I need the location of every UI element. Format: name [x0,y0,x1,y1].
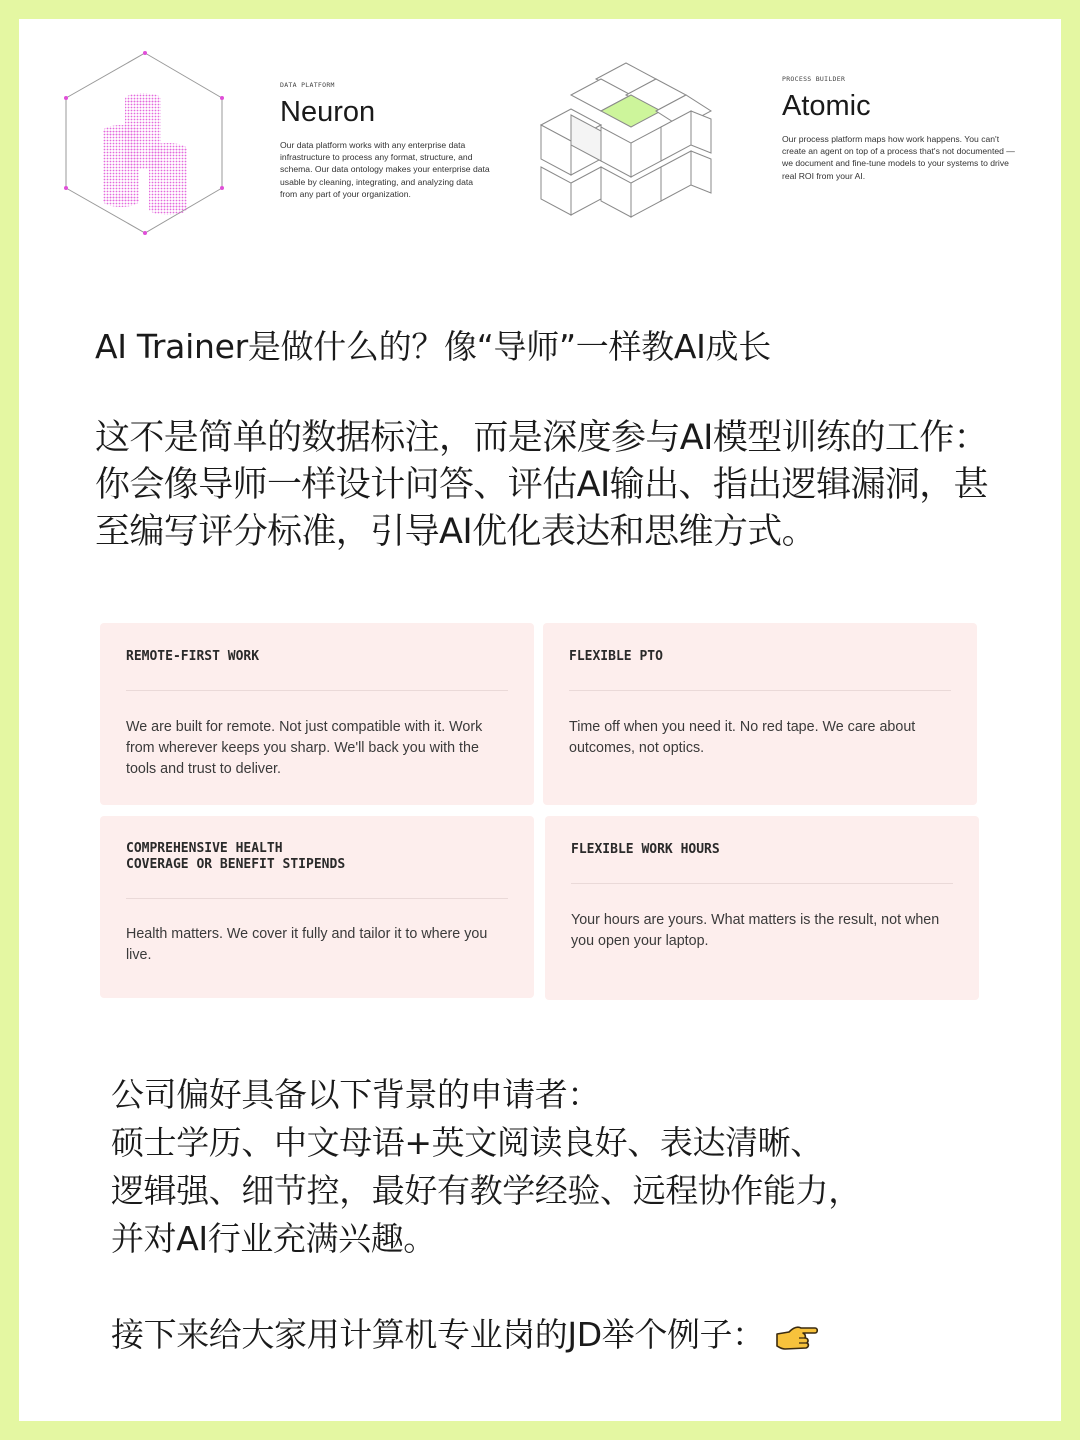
product-description: Our process platform maps how work happens. You can't create an agent on top of a process that's not documented — we document and fine-tune models to your systems to drive real ROI from your AI. [782,133,1015,181]
pointing-right-hand-icon [775,1322,819,1352]
benefit-title: FLEXIBLE PTO [569,649,663,664]
benefit-card-remote [100,623,534,805]
benefit-title: FLEXIBLE WORK HOURS [571,842,720,857]
benefit-divider [571,883,953,884]
benefit-text: Health matters. We cover it fully and tailor it to where you live. [126,926,488,963]
product-eyebrow: PROCESS BUILDER [782,75,846,83]
intro-paragraph: 这不是简单的数据标注，而是深度参与AI模型训练的工作：你会像导师一样设计问答、评估AI输出、指出逻辑漏洞，甚至编写评分标准，引导AI优化表达和思维方式。 [95,418,989,552]
neuron-cylinders-illustration [55,49,235,239]
benefit-card-hours [545,816,979,1000]
benefit-text: Time off when you need it. No red tape. We care about outcomes, not optics. [569,719,916,756]
benefit-divider [569,690,951,691]
benefit-title: REMOTE-FIRST WORK [126,649,260,664]
section-heading: AI Trainer是做什么的？像“导师”一样教AI成长 [95,327,771,366]
benefit-text: We are built for remote. Not just compatible with it. Work from wherever keeps you sharp. We'll back you with the tools and trust to deliver. [126,719,483,777]
atomic-cube-illustration [531,55,721,237]
benefit-divider [126,898,508,899]
requirements-line: 逻辑强、细节控，最好有教学经验、远程协作能力， [111,1171,861,1210]
benefit-title: COMPREHENSIVE HEALTH COVERAGE OR BENEFIT STIPENDS [126,841,346,872]
product-description: Our data platform works with any enterprise data infrastructure to process any format, structure, and schema. Our data ontology makes your enterprise data usable by cleaning, integrating, and analyzing data from any part of your organization. [280,139,490,200]
product-atomic [782,75,1022,182]
product-name: Atomic [782,90,871,122]
content-card [19,19,1061,1421]
benefit-text: Your hours are yours. What matters is the result, not when you open your laptop. [571,912,940,949]
requirements-line: 公司偏好具备以下背景的申请者： [111,1075,601,1114]
benefit-divider [126,690,508,691]
requirements-block [111,1071,1011,1263]
product-name: Neuron [280,96,376,128]
requirements-line: 硕士学历、中文母语+英文阅读良好、表达清晰、 [111,1123,823,1162]
example-line [111,1309,819,1356]
benefit-card-health [100,816,534,998]
product-neuron [280,81,490,200]
example-text: 接下来给大家用计算机专业岗的JD举个例子： [111,1315,765,1354]
product-eyebrow: DATA PLATFORM [280,81,335,89]
requirements-line: 并对AI行业充满兴趣。 [111,1219,436,1258]
benefit-card-pto [543,623,977,805]
